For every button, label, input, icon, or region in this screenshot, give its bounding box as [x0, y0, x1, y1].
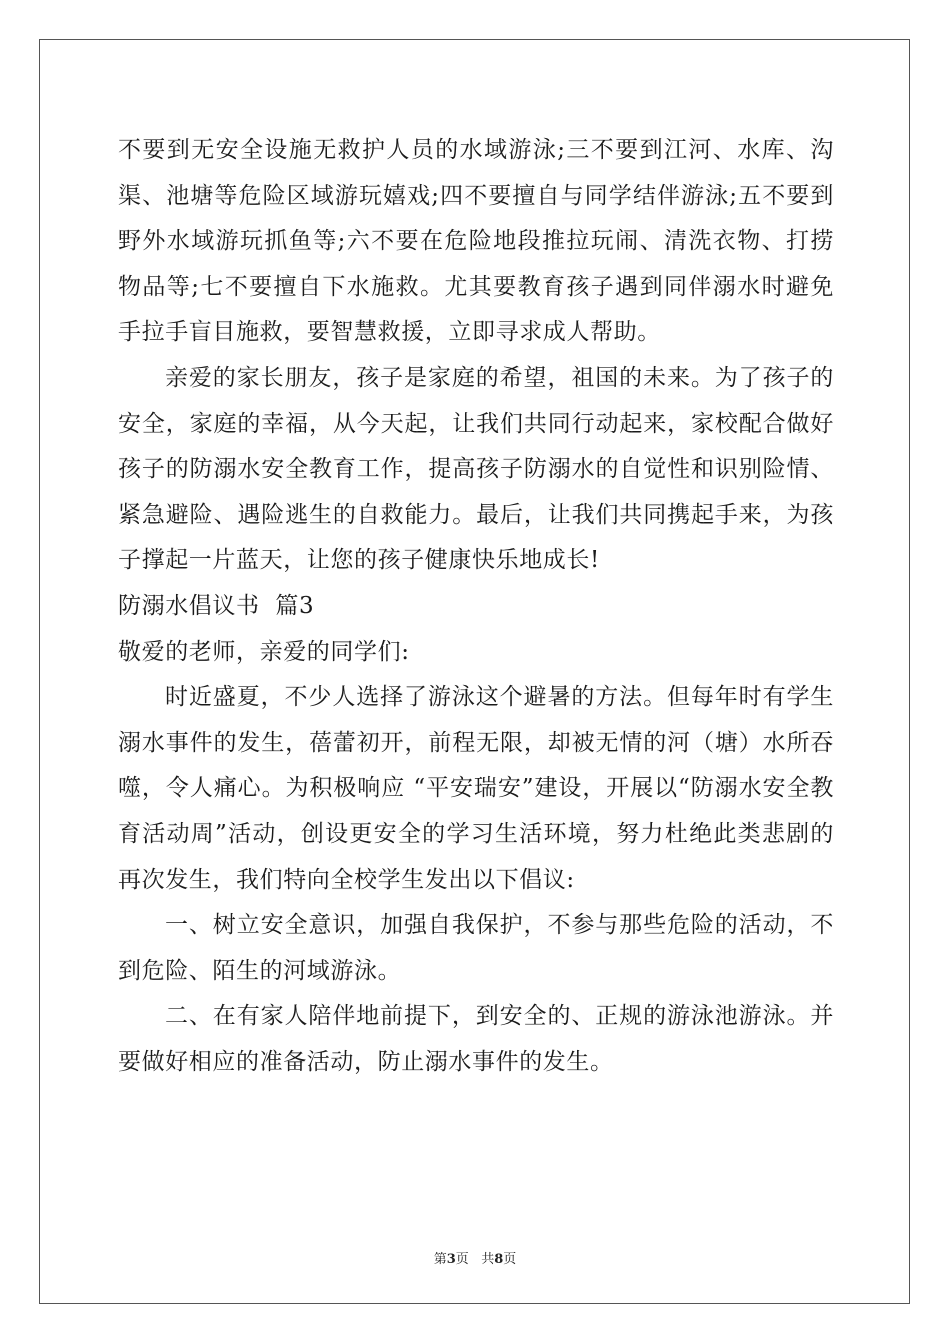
paragraph-proposal-one: 一、树立安全意识，加强自我保护，不参与那些危险的活动，不到危险、陌生的河域游泳。 — [118, 912, 834, 984]
paragraph-proposal-two: 二、在有家人陪伴地前提下，到安全的、正规的游泳池游泳。并要做好相应的准备活动，防止溺水事件的发生。 — [118, 1003, 834, 1075]
page-prefix: 第 — [433, 1252, 447, 1267]
document-body — [118, 128, 834, 1085]
greeting-line: 敬爱的老师，亲爱的同学们: — [118, 638, 410, 665]
page-suffix: 页 — [503, 1252, 517, 1267]
page-mid: 页 共 — [455, 1252, 495, 1267]
page-current: 3 — [446, 1252, 456, 1267]
section-title: 防溺水倡议书 篇3 — [118, 592, 315, 619]
paragraph-parents-appeal: 亲爱的家长朋友，孩子是家庭的希望，祖国的未来。为了孩子的安全，家庭的幸福，从今天起，让我们共同行动起来，家校配合做好孩子的防溺水安全教育工作，提高孩子防溺水的自觉性和识别险情、紧急避险、遇险逃生的自救能力。最后，让我们共同携起手来，为孩子撑起一片蓝天，让您的孩子健康快乐地成长! — [118, 364, 834, 574]
page-number-footer — [0, 1248, 950, 1267]
paragraph-continuation: 不要到无安全设施无救护人员的水域游泳;三不要到江河、水库、沟渠、池塘等危险区域游玩嬉戏;四不要擅自与同学结伴游泳;五不要到野外水域游玩抓鱼等;六不要在危险地段推拉玩闹、清洗衣物、打捞物品等;七不要擅自下水施救。尤其要教育孩子遇到同伴溺水时避免手拉手盲目施救，要智慧救援，立即寻求成人帮助。 — [118, 137, 834, 346]
paragraph-introduction: 时近盛夏，不少人选择了游泳这个避暑的方法。但每年时有学生溺水事件的发生，蓓蕾初开，前程无限，却被无情的河（塘）水所吞噬，令人痛心。为积极响应 “平安瑞安”建设，开展以“防溺水安全教育活动周”活动，创设更安全的学习生活环境，努力杜绝此类悲剧的再次发生，我们特向全校学生发出以下倡议: — [118, 684, 834, 893]
page-total: 8 — [494, 1252, 504, 1267]
